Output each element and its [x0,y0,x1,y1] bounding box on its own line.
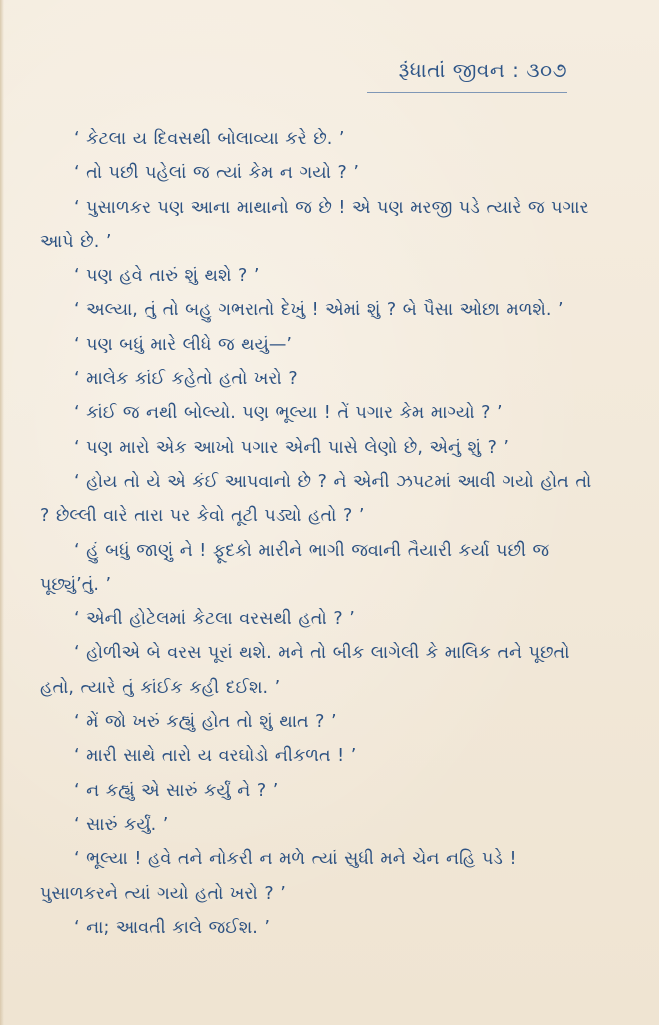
paragraph: ‘ એની હોટેલમાં કેટલા વરસથી હતો ? ’ [74,609,355,630]
paragraph: ‘ ન કહ્યું એ સારું કર્યું ને ? ’ [74,780,279,801]
body-text [40,122,595,945]
paragraph: ‘ મારી સાથે તારો ય વરઘોડો નીકળત ! ’ [74,746,357,767]
paragraph: ‘ ના; આવતી કાલે જઈશ. ’ [74,917,270,938]
paragraph: ‘ પણ બધું મારે લીધે જ થયું—’ [74,334,292,355]
paragraph: ‘ હોળીએ બે વરસ પૂરાં થશે. મને તો બીક લાગેલી કે માલિક તને પૂછતો હતો, ત્યારે તું કાંઈક કહી દઈશ. ’ [40,643,570,698]
paragraph: ‘ પણ મારો એક આખો પગાર એની પાસે લેણો છે, એનું શું ? ’ [74,437,509,458]
paragraph: ‘ ભૂલ્યા ! હવે તને નોકરી ન મળે ત્યાં સુધી મને ચેન નહિ પડે ! પુસાળકરને ત્યાં ગયો હતો ખરો ? ’ [40,849,517,904]
page-binding-edge [0,0,4,1025]
paragraph: ‘ હું બધું જાણું ને ! ફૂદકો મારીને ભાગી જવાની તૈયારી કર્યા પછી જ પૂછ્યું’તું. ’ [40,540,550,595]
paragraph: ‘ કાંઈ જ નથી બોલ્યો. પણ ભૂલ્યા ! તેં પગાર કેમ માગ્યો ? ’ [74,403,503,424]
paragraph: ‘ માલેક કાંઈ કહેતો હતો ખરો ? [74,369,298,390]
paragraph: ‘ તો પછી પહેલાં જ ત્યાં કેમ ન ગયો ? ’ [74,163,359,184]
paragraph: ‘ પુસાળકર પણ આના માથાનો જ છે ! એ પણ મરજી પડે ત્યારે જ પગાર આપે છે. ’ [40,197,589,252]
paragraph: ‘ મેં જો ખરું કહ્યું હોત તો શું થાત ? ’ [74,712,337,733]
paragraph: ‘ હોય તો યે એ કંઈ આપવાનો છે ? ને એની ઝપટમાં આવી ગયો હોત તો ? છેલ્લી વારે તારા પર કેવો તૂટી પડ્યો હતો ? ’ [40,471,592,527]
paragraph: ‘ પણ હવે તારું શું થશે ? ’ [74,266,260,287]
paragraph: ‘ સારું કર્યું. ’ [74,814,169,835]
running-head-rule [367,92,567,93]
paragraph: ‘ કેટલા ય દિવસથી બોલાવ્યા કરે છે. ’ [74,129,345,149]
running-head: રૂંધાતાં જીવન : ૩૦૭ [398,58,567,82]
paragraph: ‘ અલ્યા, તું તો બહુ ગભરાતો દેખું ! એમાં શું ? બે પૈસા ઓછા મળશે. ’ [74,300,564,321]
